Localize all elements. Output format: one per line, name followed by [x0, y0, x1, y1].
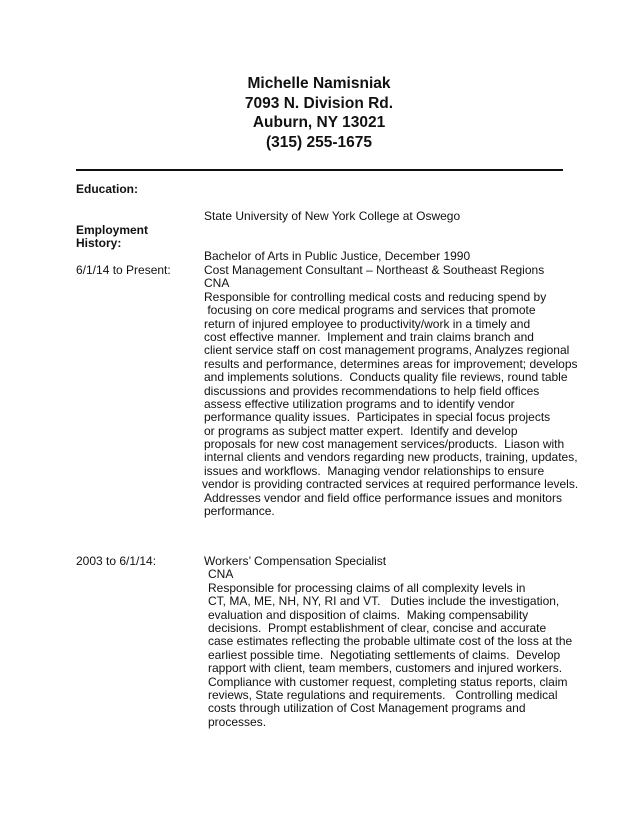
job-2-description: [204, 555, 572, 729]
job-2-dates: 2003 to 6/1/14:: [76, 554, 157, 568]
job-1-line: vendor is providing contracted services at required performance levels.: [202, 477, 579, 492]
job-1-line: Cost Management Consultant – Northeast & Southeast Regions: [204, 263, 545, 277]
job-2-line: Workers’ Compensation Specialist: [204, 554, 387, 568]
candidate-name: Michelle Namisniak: [247, 75, 391, 92]
job-1-line: assess effective utilization programs and to identify vendor: [204, 396, 515, 411]
resume-header: [0, 74, 638, 152]
job-1-line: performance.: [204, 504, 275, 519]
job-2-line: CT, MA, ME, NH, NY, RI and VT. Duties include the investigation,: [208, 594, 560, 609]
job-1-line: Addresses vendor and field office performance issues and monitors: [204, 490, 562, 505]
education-school: State University of New York College at Oswego: [204, 208, 461, 223]
job-1-line: cost effective manner. Implement and train claims branch and: [204, 329, 534, 344]
job-2-line: decisions. Prompt establishment of clear, concise and accurate: [208, 620, 547, 635]
city-state-zip: Auburn, NY 13021: [252, 114, 386, 131]
job-1-line: proposals for new cost management services/products. Liason with: [204, 437, 565, 452]
job-1-dates: 6/1/14 to Present:: [76, 263, 171, 277]
education-degree: Bachelor of Arts in Public Justice, December 1990: [204, 249, 471, 264]
job-1-line: issues and workflows. Managing vendor relationships to ensure: [204, 463, 545, 478]
street-address: 7093 N. Division Rd.: [244, 94, 394, 112]
job-1-line: focusing on core medical programs and services that promote: [204, 303, 536, 318]
education-label: Education:: [76, 182, 138, 196]
job-2-line: Responsible for processing claims of all complexity levels in: [208, 580, 526, 595]
job-1-line: or programs as subject matter expert. Identify and develop: [204, 423, 518, 438]
job-1-line: internal clients and vendors regarding new products, training, updates,: [204, 450, 578, 465]
job-1-line: discussions and provides recommendations to help field offices: [204, 383, 540, 398]
job-1-line: CNA: [204, 276, 230, 291]
job-2-line: reviews, State regulations and requirements. Controlling medical: [208, 687, 558, 702]
job-1-line: Responsible for controlling medical costs and reducing spend by: [204, 289, 547, 304]
header-divider: [76, 169, 563, 171]
job-1-line: return of injured employee to productivity/work in a timely and: [204, 316, 531, 331]
job-1-line: performance quality issues. Participates in special focus projects: [204, 410, 551, 425]
phone-number: (315) 255-1675: [266, 133, 372, 151]
employment-label-line: Employment: [76, 223, 149, 237]
job-1-description: [204, 264, 578, 518]
history-label-line: History:: [76, 236, 122, 251]
job-2-line: Compliance with customer request, completing status reports, claim: [208, 674, 568, 689]
job-1-line: client service staff on cost management programs, Analyzes regional: [204, 343, 570, 358]
job-2-line: case estimates reflecting the probable ultimate cost of the loss at the: [208, 634, 573, 649]
job-2-line: rapport with client, team members, customers and injured workers.: [208, 661, 563, 676]
job-2-line: CNA: [208, 567, 234, 582]
job-2-line: processes.: [208, 714, 267, 729]
job-1-line: results and performance, determines areas for improvement; develops: [204, 356, 578, 371]
job-2-line: earliest possible time. Negotiating settlements of claims. Develop: [208, 647, 561, 662]
job-2-line: costs through utilization of Cost Management programs and: [208, 701, 526, 716]
employment-history-label: [76, 224, 148, 251]
job-1-line: and implements solutions. Conducts quality file reviews, round table: [204, 370, 568, 385]
job-2-line: evaluation and disposition of claims. Making compensability: [208, 607, 529, 622]
